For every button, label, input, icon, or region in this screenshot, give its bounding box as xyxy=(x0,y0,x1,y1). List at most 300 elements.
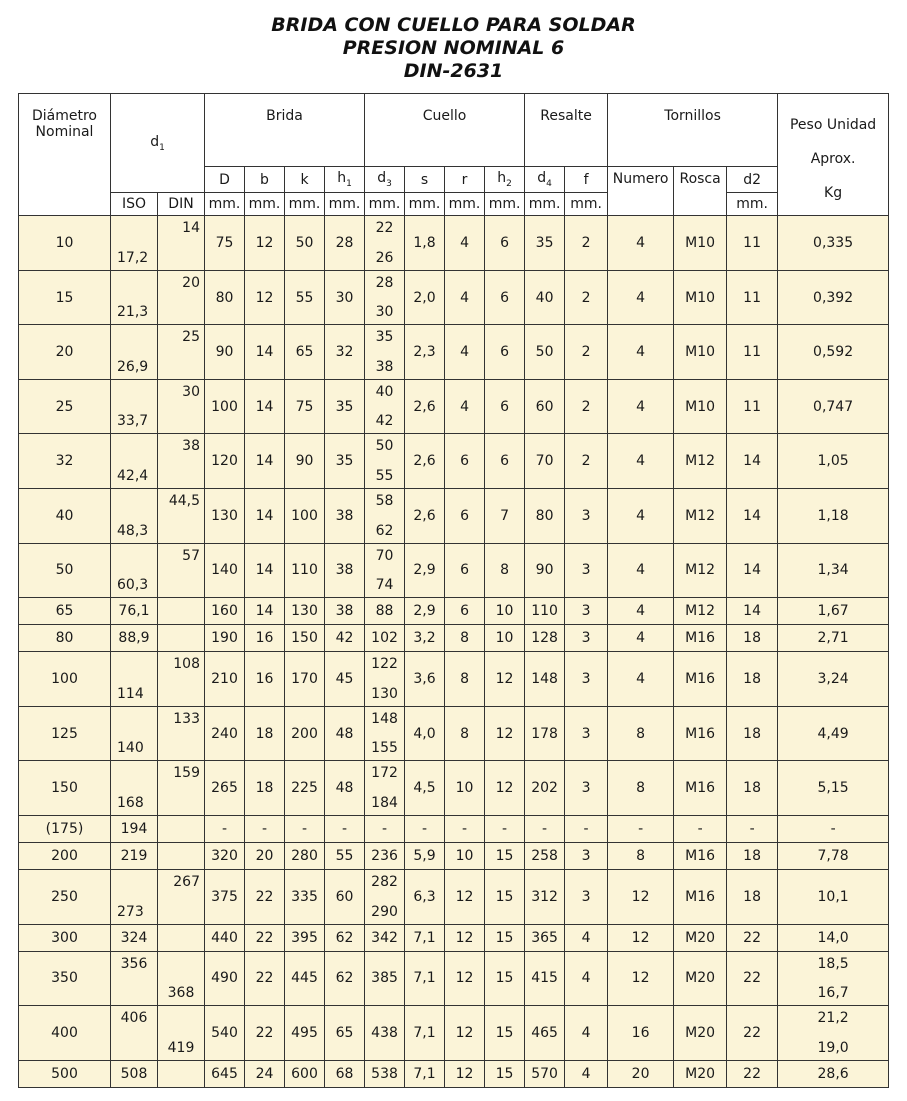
cell-iso xyxy=(111,761,158,816)
cell-d3-value-bottom: 130 xyxy=(371,685,398,702)
cell-iso: 76,1 xyxy=(111,598,158,625)
table-row xyxy=(19,1006,889,1061)
cell-peso: 14,0 xyxy=(778,924,889,951)
cell-rosca: M20 xyxy=(674,1060,727,1087)
cell-d4: 202 xyxy=(525,761,565,816)
cell-k: 50 xyxy=(285,216,325,271)
cell-d3-value-bottom: 290 xyxy=(371,903,398,920)
cell-rosca: M10 xyxy=(674,325,727,380)
cell-d4: 570 xyxy=(525,1060,565,1087)
cell-s: 2,9 xyxy=(405,598,445,625)
cell-d4: 110 xyxy=(525,598,565,625)
cell-dn: 15 xyxy=(19,270,111,325)
cell-numero: 8 xyxy=(608,706,674,761)
cell-dn: (175) xyxy=(19,816,111,843)
title-line-1: BRIDA CON CUELLO PARA SOLDAR xyxy=(271,14,636,36)
table-row xyxy=(19,951,889,1006)
cell-peso: 3,24 xyxy=(778,652,889,707)
cell-d3: 385 xyxy=(365,951,405,1006)
cell-numero: 16 xyxy=(608,1006,674,1061)
unit-d2: mm. xyxy=(727,193,778,216)
cell-b: 22 xyxy=(245,1006,285,1061)
cell-r: 6 xyxy=(445,489,485,544)
cell-h1: 62 xyxy=(325,951,365,1006)
cell-b: 14 xyxy=(245,598,285,625)
cell-s: 7,1 xyxy=(405,924,445,951)
cell-din xyxy=(158,379,205,434)
table-row xyxy=(19,270,889,325)
cell-peso: 1,67 xyxy=(778,598,889,625)
cell-din xyxy=(158,924,205,951)
cell-peso: 4,49 xyxy=(778,706,889,761)
cell-h2: 6 xyxy=(485,379,525,434)
cell-h2: 12 xyxy=(485,761,525,816)
unit-D: mm. xyxy=(205,193,245,216)
cell-iso xyxy=(111,1006,158,1061)
cell-din-value: 20 xyxy=(182,274,200,291)
cell-iso-value: 140 xyxy=(117,740,144,757)
col-d3 xyxy=(365,167,405,193)
cell-numero: 4 xyxy=(608,216,674,271)
cell-d3-value-bottom: 155 xyxy=(371,740,398,757)
cell-d4: 465 xyxy=(525,1006,565,1061)
cell-s: 2,6 xyxy=(405,379,445,434)
cell-d2: 11 xyxy=(727,325,778,380)
table-row xyxy=(19,379,889,434)
cell-rosca: M12 xyxy=(674,598,727,625)
cell-h1: 42 xyxy=(325,625,365,652)
cell-k: 100 xyxy=(285,489,325,544)
cell-numero: 4 xyxy=(608,598,674,625)
header-peso-unit: Kg xyxy=(824,185,843,201)
cell-dn: 32 xyxy=(19,434,111,489)
cell-d3: 236 xyxy=(365,843,405,870)
cell-d3: - xyxy=(365,816,405,843)
cell-din-value: 133 xyxy=(173,710,200,727)
cell-iso: 194 xyxy=(111,816,158,843)
cell-peso-value-top: 18,5 xyxy=(817,955,849,972)
cell-D: 130 xyxy=(205,489,245,544)
cell-k: 495 xyxy=(285,1006,325,1061)
header-resalte: Resalte xyxy=(525,94,608,167)
cell-d3 xyxy=(365,270,405,325)
cell-s: 7,1 xyxy=(405,1060,445,1087)
unit-h2: mm. xyxy=(485,193,525,216)
cell-numero: 12 xyxy=(608,924,674,951)
cell-h1: 55 xyxy=(325,843,365,870)
cell-b: 16 xyxy=(245,652,285,707)
cell-d3: 102 xyxy=(365,625,405,652)
cell-iso xyxy=(111,951,158,1006)
cell-d3-value-bottom: 55 xyxy=(375,468,394,485)
cell-h2: - xyxy=(485,816,525,843)
cell-d3-value-top: 40 xyxy=(375,383,394,400)
table-row xyxy=(19,816,889,843)
col-numero: Numero xyxy=(608,167,674,216)
cell-d4: - xyxy=(525,816,565,843)
cell-peso: 0,335 xyxy=(778,216,889,271)
cell-din-value: 368 xyxy=(167,985,195,1002)
cell-peso-value-top: 21,2 xyxy=(817,1010,849,1027)
cell-h2: 6 xyxy=(485,434,525,489)
cell-dn: 200 xyxy=(19,843,111,870)
cell-dn: 50 xyxy=(19,543,111,598)
cell-iso xyxy=(111,270,158,325)
cell-f: 4 xyxy=(565,951,608,1006)
cell-D: 190 xyxy=(205,625,245,652)
cell-dn: 125 xyxy=(19,706,111,761)
cell-s: 3,2 xyxy=(405,625,445,652)
cell-d3 xyxy=(365,216,405,271)
unit-f: mm. xyxy=(565,193,608,216)
cell-h1: 35 xyxy=(325,434,365,489)
cell-iso xyxy=(111,543,158,598)
col-s: s xyxy=(405,167,445,193)
cell-h2: 15 xyxy=(485,951,525,1006)
cell-din xyxy=(158,761,205,816)
cell-d4: 50 xyxy=(525,325,565,380)
cell-d4: 70 xyxy=(525,434,565,489)
cell-s: 5,9 xyxy=(405,843,445,870)
cell-k: 600 xyxy=(285,1060,325,1087)
cell-d3-value-top: 50 xyxy=(375,438,394,455)
cell-dn: 250 xyxy=(19,870,111,925)
cell-h2: 8 xyxy=(485,543,525,598)
cell-d4: 148 xyxy=(525,652,565,707)
cell-numero: 8 xyxy=(608,843,674,870)
cell-r: 6 xyxy=(445,434,485,489)
cell-numero: 4 xyxy=(608,270,674,325)
cell-f: 4 xyxy=(565,924,608,951)
cell-d3 xyxy=(365,652,405,707)
cell-numero: 4 xyxy=(608,325,674,380)
header-d1 xyxy=(111,94,205,193)
cell-peso xyxy=(778,951,889,1006)
cell-peso-value-bottom: 19,0 xyxy=(817,1039,849,1056)
cell-d2: 22 xyxy=(727,1060,778,1087)
header-diametro-nominal xyxy=(19,94,111,216)
cell-d2: 18 xyxy=(727,870,778,925)
cell-f: 3 xyxy=(565,870,608,925)
cell-s: 6,3 xyxy=(405,870,445,925)
cell-din xyxy=(158,325,205,380)
cell-d4: 40 xyxy=(525,270,565,325)
table-row xyxy=(19,761,889,816)
cell-d2: 18 xyxy=(727,761,778,816)
cell-d2: 14 xyxy=(727,598,778,625)
table-row xyxy=(19,489,889,544)
cell-d3: 342 xyxy=(365,924,405,951)
cell-b: 14 xyxy=(245,489,285,544)
cell-f: 3 xyxy=(565,598,608,625)
cell-numero: 4 xyxy=(608,379,674,434)
cell-peso: 28,6 xyxy=(778,1060,889,1087)
cell-s: 2,6 xyxy=(405,434,445,489)
cell-D: - xyxy=(205,816,245,843)
cell-rosca: M16 xyxy=(674,870,727,925)
cell-h1: 28 xyxy=(325,216,365,271)
cell-din xyxy=(158,652,205,707)
cell-h2: 15 xyxy=(485,843,525,870)
cell-din xyxy=(158,1060,205,1087)
cell-f: 2 xyxy=(565,270,608,325)
cell-din xyxy=(158,870,205,925)
cell-d4: 258 xyxy=(525,843,565,870)
cell-r: 12 xyxy=(445,1006,485,1061)
cell-s: 4,0 xyxy=(405,706,445,761)
cell-r: 8 xyxy=(445,652,485,707)
unit-iso: ISO xyxy=(111,193,158,216)
cell-f: 3 xyxy=(565,706,608,761)
cell-rosca: M12 xyxy=(674,434,727,489)
cell-d2: 11 xyxy=(727,379,778,434)
cell-din xyxy=(158,1006,205,1061)
cell-d2: 22 xyxy=(727,924,778,951)
table-row xyxy=(19,924,889,951)
cell-d4: 365 xyxy=(525,924,565,951)
cell-d3-value-bottom: 74 xyxy=(375,577,394,594)
cell-s: 2,3 xyxy=(405,325,445,380)
header-peso-line2: Aprox. xyxy=(810,151,856,167)
cell-D: 645 xyxy=(205,1060,245,1087)
cell-r: 8 xyxy=(445,706,485,761)
cell-iso xyxy=(111,706,158,761)
cell-s: 3,6 xyxy=(405,652,445,707)
cell-b: 24 xyxy=(245,1060,285,1087)
cell-k: 65 xyxy=(285,325,325,380)
cell-h1: 65 xyxy=(325,1006,365,1061)
cell-h1: 60 xyxy=(325,870,365,925)
cell-D: 440 xyxy=(205,924,245,951)
cell-f: 4 xyxy=(565,1060,608,1087)
cell-peso: 1,34 xyxy=(778,543,889,598)
cell-rosca: M16 xyxy=(674,652,727,707)
cell-numero: 20 xyxy=(608,1060,674,1087)
cell-d3 xyxy=(365,706,405,761)
table-row xyxy=(19,706,889,761)
cell-peso: 10,1 xyxy=(778,870,889,925)
col-d4 xyxy=(525,167,565,193)
cell-d3-value-top: 172 xyxy=(371,765,398,782)
cell-D: 140 xyxy=(205,543,245,598)
cell-din-value: 159 xyxy=(173,765,200,782)
cell-din-value: 38 xyxy=(182,438,200,455)
col-f: f xyxy=(565,167,608,193)
unit-h1: mm. xyxy=(325,193,365,216)
cell-k: 395 xyxy=(285,924,325,951)
cell-b: 22 xyxy=(245,924,285,951)
cell-b: 14 xyxy=(245,543,285,598)
header-diametro-line2: Nominal xyxy=(35,124,94,140)
cell-D: 160 xyxy=(205,598,245,625)
table-row xyxy=(19,325,889,380)
cell-iso-value: 273 xyxy=(117,903,144,920)
cell-D: 100 xyxy=(205,379,245,434)
cell-D: 210 xyxy=(205,652,245,707)
cell-din xyxy=(158,843,205,870)
cell-f: 2 xyxy=(565,379,608,434)
cell-b: 20 xyxy=(245,843,285,870)
cell-iso-value: 26,9 xyxy=(117,358,149,375)
cell-peso-value-bottom: 16,7 xyxy=(817,985,849,1002)
col-h2 xyxy=(485,167,525,193)
cell-peso: 0,592 xyxy=(778,325,889,380)
cell-d3-value-bottom: 42 xyxy=(375,413,394,430)
cell-s: 2,9 xyxy=(405,543,445,598)
cell-rosca: M16 xyxy=(674,625,727,652)
cell-k: 75 xyxy=(285,379,325,434)
cell-peso: - xyxy=(778,816,889,843)
unit-b: mm. xyxy=(245,193,285,216)
cell-d2: 11 xyxy=(727,216,778,271)
cell-din xyxy=(158,951,205,1006)
cell-f: 3 xyxy=(565,489,608,544)
cell-r: 6 xyxy=(445,543,485,598)
cell-s: 4,5 xyxy=(405,761,445,816)
cell-d3-value-bottom: 184 xyxy=(371,795,398,812)
cell-h2: 15 xyxy=(485,1060,525,1087)
cell-b: 22 xyxy=(245,951,285,1006)
cell-iso-value: 17,2 xyxy=(117,249,149,266)
col-b: b xyxy=(245,167,285,193)
flange-dimensions-table xyxy=(18,93,889,1088)
cell-h2: 10 xyxy=(485,598,525,625)
cell-r: 10 xyxy=(445,761,485,816)
cell-D: 265 xyxy=(205,761,245,816)
cell-din-value: 14 xyxy=(182,220,200,237)
cell-d4: 415 xyxy=(525,951,565,1006)
cell-d3 xyxy=(365,870,405,925)
table-row xyxy=(19,598,889,625)
cell-d3-value-top: 122 xyxy=(371,656,398,673)
cell-din xyxy=(158,216,205,271)
cell-D: 80 xyxy=(205,270,245,325)
cell-h2: 7 xyxy=(485,489,525,544)
cell-s: - xyxy=(405,816,445,843)
cell-numero: - xyxy=(608,816,674,843)
cell-din xyxy=(158,706,205,761)
cell-d3-value-top: 28 xyxy=(375,274,394,291)
cell-iso-value: 114 xyxy=(117,685,144,702)
cell-r: 6 xyxy=(445,598,485,625)
table-row xyxy=(19,843,889,870)
cell-numero: 4 xyxy=(608,434,674,489)
cell-h2: 12 xyxy=(485,652,525,707)
cell-s: 1,8 xyxy=(405,216,445,271)
cell-r: 4 xyxy=(445,270,485,325)
cell-d4: 312 xyxy=(525,870,565,925)
cell-f: 3 xyxy=(565,761,608,816)
cell-din-value: 57 xyxy=(182,547,200,564)
cell-h2: 12 xyxy=(485,706,525,761)
cell-s: 2,6 xyxy=(405,489,445,544)
cell-din xyxy=(158,434,205,489)
cell-din xyxy=(158,270,205,325)
cell-D: 240 xyxy=(205,706,245,761)
cell-h1: 35 xyxy=(325,379,365,434)
unit-d3: mm. xyxy=(365,193,405,216)
cell-d2: 18 xyxy=(727,652,778,707)
cell-d3 xyxy=(365,489,405,544)
cell-r: 12 xyxy=(445,951,485,1006)
header-peso xyxy=(778,94,889,216)
cell-rosca: M16 xyxy=(674,761,727,816)
cell-d3-value-top: 58 xyxy=(375,493,394,510)
cell-k: 200 xyxy=(285,706,325,761)
cell-d3-value-top: 35 xyxy=(375,329,394,346)
cell-h1: 38 xyxy=(325,489,365,544)
cell-d2: 18 xyxy=(727,625,778,652)
cell-d3-value-bottom: 30 xyxy=(375,304,394,321)
cell-D: 490 xyxy=(205,951,245,1006)
cell-k: 110 xyxy=(285,543,325,598)
title-line-3: DIN-2631 xyxy=(403,60,504,82)
cell-iso xyxy=(111,434,158,489)
cell-b: 14 xyxy=(245,325,285,380)
cell-D: 120 xyxy=(205,434,245,489)
cell-h2: 6 xyxy=(485,216,525,271)
cell-rosca: M10 xyxy=(674,270,727,325)
cell-d3-value-bottom: 26 xyxy=(375,249,394,266)
cell-f: 4 xyxy=(565,1006,608,1061)
col-h1-text: h xyxy=(337,170,347,187)
cell-b: 22 xyxy=(245,870,285,925)
cell-r: 12 xyxy=(445,870,485,925)
cell-f: 3 xyxy=(565,843,608,870)
cell-numero: 4 xyxy=(608,543,674,598)
cell-d2: 14 xyxy=(727,434,778,489)
table-header xyxy=(19,94,889,216)
cell-f: 2 xyxy=(565,216,608,271)
cell-r: 8 xyxy=(445,625,485,652)
cell-rosca: M20 xyxy=(674,924,727,951)
col-r: r xyxy=(445,167,485,193)
col-d4-sub: 4 xyxy=(546,179,552,189)
table-body xyxy=(19,216,889,1088)
unit-k: mm. xyxy=(285,193,325,216)
cell-numero: 12 xyxy=(608,951,674,1006)
header-brida: Brida xyxy=(205,94,365,167)
header-diametro-line1: Diámetro xyxy=(31,108,97,124)
cell-b: 16 xyxy=(245,625,285,652)
cell-iso-value: 33,7 xyxy=(117,413,149,430)
table-row xyxy=(19,216,889,271)
cell-d3-value-top: 22 xyxy=(375,220,394,237)
title-line-2: PRESION NOMINAL 6 xyxy=(342,37,565,59)
table-row xyxy=(19,543,889,598)
cell-peso xyxy=(778,1006,889,1061)
cell-r: - xyxy=(445,816,485,843)
table-row xyxy=(19,870,889,925)
cell-r: 4 xyxy=(445,325,485,380)
cell-din-value: 30 xyxy=(182,383,200,400)
cell-d4: 128 xyxy=(525,625,565,652)
header-d1-sub: 1 xyxy=(159,142,165,153)
cell-h1: 48 xyxy=(325,761,365,816)
cell-din-value: 44,5 xyxy=(168,493,200,510)
cell-d2: 22 xyxy=(727,951,778,1006)
table-row xyxy=(19,1060,889,1087)
cell-din xyxy=(158,625,205,652)
header-d1-text: d xyxy=(150,133,160,150)
cell-rosca: M20 xyxy=(674,951,727,1006)
cell-d3 xyxy=(365,379,405,434)
cell-peso: 5,15 xyxy=(778,761,889,816)
cell-d3: 438 xyxy=(365,1006,405,1061)
cell-b: - xyxy=(245,816,285,843)
cell-k: 335 xyxy=(285,870,325,925)
cell-d2: 14 xyxy=(727,489,778,544)
